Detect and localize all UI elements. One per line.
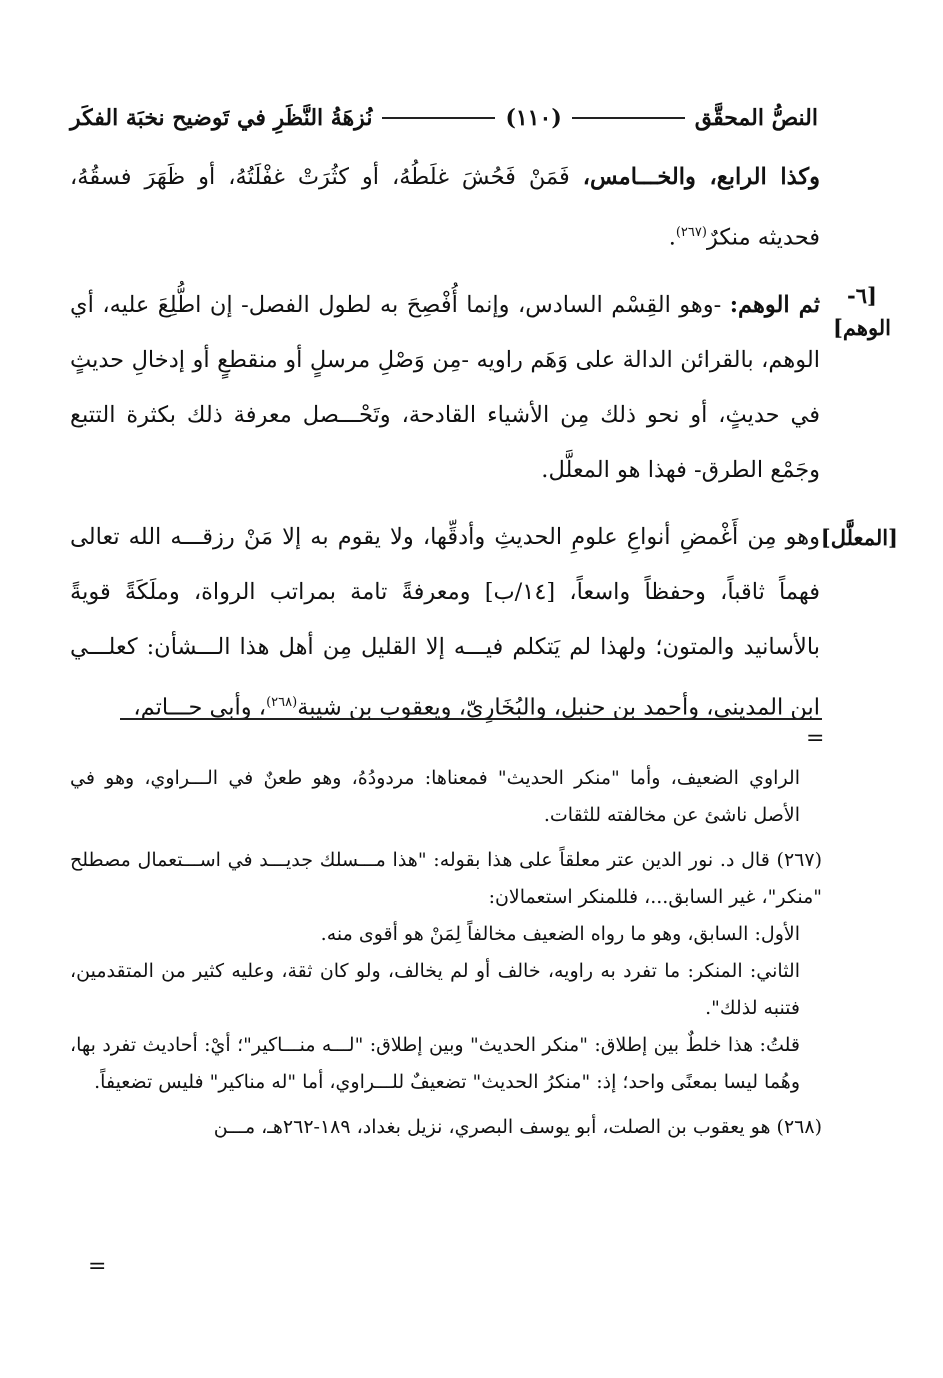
footnote-268: (٢٦٨) هو يعقوب بن الصلت، أبو يوسف البصري، نزيل بغداد، ١٨٩-٢٦٢هـ، مـــن: [213, 1116, 822, 1138]
page-number: (١١٠): [505, 105, 562, 131]
paragraph-wahm: [70, 278, 892, 498]
spacer: [70, 266, 820, 278]
continuation-mark-bottom: =: [88, 1254, 107, 1279]
footnote-continuation: الراوي الضعيف، وأما "منكر الحديث" فمعناها: مردودُهُ، وهو طعنٌ في الـــراوي، وهو في الأصل ناشئ عن مخالفته للثقات.: [70, 767, 800, 826]
header-rule-left: [382, 117, 495, 119]
footnote-ref-267[interactable]: (٢٦٧): [675, 225, 707, 240]
footnote-267-intro: (٢٦٧) قال د. نور الدين عتر معلقاً على هذا بقوله: "هذا مـــسلك جديـــد في اســـتعمال مصطلح "منكر"، غير السابق...، فللمنكر استعمالان:: [70, 849, 822, 908]
footnote-ref-268[interactable]: (٢٦٨): [266, 694, 298, 710]
header-left-title: نُزهَةُ النَّظَرِ في تَوضيح نخبَة الفكَر: [70, 105, 373, 131]
paragraph-muallal: [70, 510, 898, 736]
paragraph-body-muallal-a: وهو مِن أَغْمضِ أنواعِ علومِ الحديثِ وأدقِّها، ولا يقوم به إلا مَنْ رزقـــه الله تعالى فهماً ثاقباً، وحفظاً واسعاً، [١٤/ب] ومعرفةً تامة بمراتب الرواة، وملَكَةً قويةً بالأسانيد والمتون؛ ولهذا لم يَتكلم فيـــه إلا القليل مِن أهل هذا الـــشأن: كعلـــي ابن المديني، وأحمد بن حنبل، والبُخَارِيّ، ويعقوب بن شيبة: [70, 523, 820, 720]
paragraph-body-wahm: -وهو القِسْم السادس، وإنما أُفْصِحَ به لطول الفصل- إن اطُّلِعَ عليه، أي الوهم، بالقرائن الدالة على وَهَم راويه -مِن وَصْلِ مرسلٍ أو منقطعٍ أو إدخالِ حديثٍ في حديثٍ، أو نحو ذلك مِن الأشياء القادحة، وتَحْـــصل معرفة ذلك بكثرة التتبع وجَمْع الطرق- فهذا هو المعلَّل.: [70, 291, 820, 483]
paragraph-fourth-fifth: [70, 150, 820, 266]
paragraph-end: .: [668, 224, 676, 251]
spacer: [70, 498, 820, 510]
side-heading-muallal: [المعلَّل]: [820, 524, 898, 550]
footnote-267-second: الثاني: المنكر: ما تفرد به راويه، خالف أو لم يخالف، ولو كان ثقة، وعليه كثير من المتقدمين، فتنبه لذلك".: [70, 960, 800, 1019]
paragraph-lead: وكذا الرابع، والخـــامس،: [582, 164, 821, 190]
header-right-title: النصُّ المحقَّق: [694, 105, 818, 131]
paragraph-body: فَمَنْ فَحُشَ غلَطُهُ، أو كثُرَتْ غفْلَتُهُ، أو ظَهَرَ فسقُهُ، فحديثه منكرٌ: [70, 164, 820, 251]
main-text: [70, 150, 898, 735]
side-heading-wahm: [٦- الوهم]: [832, 282, 892, 340]
footnote-separator: [120, 718, 822, 720]
footnotes-area: [70, 760, 822, 1146]
running-header: [70, 98, 818, 138]
header-rule-right: [572, 117, 685, 119]
paragraph-lead-wahm: ثم الوهم:: [729, 291, 821, 318]
footnote-267-first: الأول: السابق، وهو ما رواه الضعيف مخالفاً لِمَنْ هو أقوى منه.: [320, 923, 800, 945]
continuation-mark-top: =: [806, 726, 825, 751]
footnote-267-qult: قلتُ: هذا خلطٌ بين إطلاق: "منكر الحديث" وبين إطلاق: "لـــه منـــاكير"؛ أيْ: أحاديث تفرد بها، وهُما ليسا بمعنًى واحد؛ إذ: "منكرُ الحديث" تضعيفٌ للـــراوي، أما "له مناكير" فليس تضعيفاً.: [70, 1034, 800, 1093]
paragraph-body-muallal-b: ، وأبي حـــاتم،: [133, 694, 267, 720]
